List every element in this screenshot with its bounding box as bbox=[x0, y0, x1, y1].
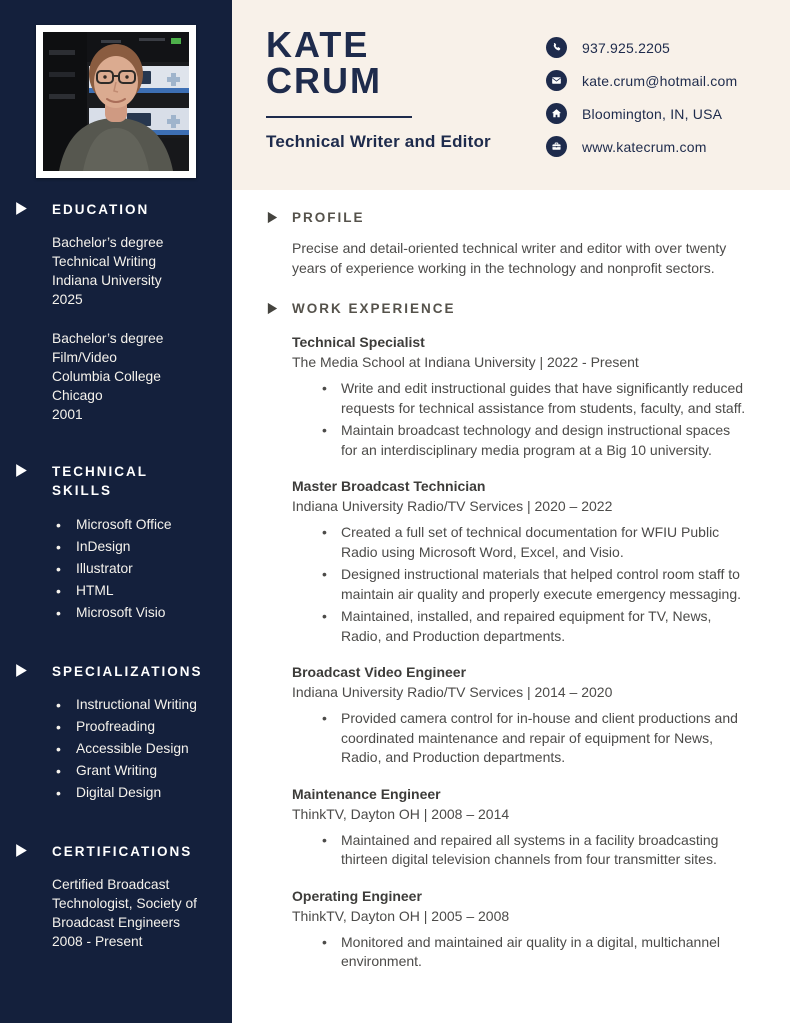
work-heading: WORK EXPERIENCE bbox=[292, 301, 456, 316]
education-year: 2001 bbox=[52, 406, 83, 422]
contact-email bbox=[546, 70, 737, 91]
profile-text: Precise and detail-oriented technical writer and editor with over twenty years of experience working in the technology and nonprofit sectors. bbox=[292, 240, 727, 276]
skill-item: • InDesign bbox=[52, 536, 224, 558]
job-title: Technical Specialist bbox=[292, 334, 425, 350]
job-bullet-list bbox=[292, 709, 750, 768]
job-bullet: • Provided camera control for in-house and client productions and coordinated maintenance and repair of equipment for News, Radio, and Production departments. bbox=[292, 709, 750, 768]
contact-location bbox=[546, 103, 737, 124]
specializations-list bbox=[52, 694, 224, 804]
person-name: KATE CRUM bbox=[266, 24, 382, 101]
specialization-item: • Grant Writing bbox=[52, 760, 224, 782]
work-experience-section bbox=[292, 301, 750, 972]
job-entry bbox=[292, 886, 750, 972]
job-bullet: • Created a full set of technical documentation for WFIU Public Radio using Microsoft Word, Excel, and Visio. bbox=[292, 523, 750, 562]
technical-skills-section bbox=[0, 462, 232, 624]
job-bullet: • Write and edit instructional guides that have significantly reduced requests for technical assistance from students, faculty, and staff. bbox=[292, 379, 750, 418]
education-item bbox=[52, 329, 224, 424]
education-item bbox=[52, 233, 224, 309]
contact-email-text: kate.crum@hotmail.com bbox=[582, 72, 738, 89]
profile-photo bbox=[36, 25, 196, 178]
job-bullet-list bbox=[292, 933, 750, 972]
job-bullet: • Designed instructional materials that helped control room staff to maintain air quality and properly execute emergency messaging. bbox=[292, 565, 750, 604]
portrait-illustration bbox=[43, 32, 189, 171]
arrow-right-icon bbox=[14, 843, 29, 858]
contact-location-text: Bloomington, IN, USA bbox=[582, 105, 723, 122]
education-field: Technical Writing bbox=[52, 253, 157, 269]
arrow-right-icon bbox=[14, 463, 29, 478]
skill-item: • HTML bbox=[52, 580, 224, 602]
skill-item: • Illustrator bbox=[52, 558, 224, 580]
arrow-right-icon bbox=[14, 663, 29, 678]
technical-skills-list bbox=[52, 514, 224, 624]
job-company-dates: The Media School at Indiana University | 2022 - Present bbox=[292, 354, 639, 370]
job-bullet-list bbox=[292, 523, 750, 646]
contact-phone-text: 937.925.2205 bbox=[582, 39, 671, 56]
certification-text: Certified Broadcast Technologist, Society of Broadcast Engineers bbox=[52, 876, 197, 930]
profile-heading: PROFILE bbox=[292, 210, 365, 225]
contact-website bbox=[546, 136, 737, 157]
job-title: Broadcast Video Engineer bbox=[292, 664, 467, 680]
header bbox=[232, 0, 790, 190]
job-title: Operating Engineer bbox=[292, 887, 422, 904]
profile-section bbox=[292, 210, 750, 278]
education-school: Indiana University bbox=[52, 272, 162, 288]
sidebar bbox=[0, 0, 232, 1023]
job-bullet: • Monitored and maintained air quality in a digital, multichannel environment. bbox=[292, 933, 750, 972]
job-entry bbox=[292, 784, 750, 870]
home-icon bbox=[546, 103, 567, 124]
contact-phone bbox=[546, 37, 737, 58]
job-bullet: • Maintained and repaired all systems in a facility broadcasting thirteen digital television channels from four transmitter sites. bbox=[292, 831, 750, 870]
contact-list bbox=[546, 37, 737, 169]
job-company-dates: Indiana University Radio/TV Services | 2020 – 2022 bbox=[292, 498, 613, 514]
job-bullet-list bbox=[292, 831, 750, 870]
contact-website-text: www.katecrum.com bbox=[582, 138, 707, 155]
job-bullet-list bbox=[292, 379, 750, 460]
education-degree: Bachelor’s degree bbox=[52, 330, 164, 346]
email-icon bbox=[546, 70, 567, 91]
education-field: Film/Video bbox=[52, 349, 117, 365]
education-heading-row bbox=[52, 200, 224, 220]
name-underline bbox=[266, 116, 412, 118]
arrow-right-icon bbox=[266, 302, 279, 315]
specializations-heading: SPECIALIZATIONS bbox=[52, 663, 203, 679]
job-entry bbox=[292, 662, 750, 768]
job-bullet: • Maintained, installed, and repaired equipment for TV, News, Radio, and Production departments. bbox=[292, 607, 750, 646]
job-company-dates: Indiana University Radio/TV Services | 2014 – 2020 bbox=[292, 684, 613, 700]
certifications-heading-row bbox=[52, 842, 224, 862]
profile-heading-row bbox=[292, 210, 750, 225]
education-section bbox=[0, 200, 232, 424]
arrow-right-icon bbox=[14, 201, 29, 216]
job-title: Maintenance Engineer bbox=[292, 785, 441, 802]
phone-icon bbox=[546, 37, 567, 58]
certification-dates: 2008 - Present bbox=[52, 933, 143, 949]
person-job-title: Technical Writer and Editor bbox=[266, 132, 491, 151]
specialization-item: • Accessible Design bbox=[52, 738, 224, 760]
job-title: Master Broadcast Technician bbox=[292, 478, 486, 494]
technical-skills-heading: TECHNICAL SKILLS bbox=[52, 463, 148, 499]
specialization-item: • Instructional Writing bbox=[52, 694, 224, 716]
skill-item: • Microsoft Visio bbox=[52, 602, 224, 624]
specialization-item: • Digital Design bbox=[52, 782, 224, 804]
education-degree: Bachelor’s degree bbox=[52, 234, 164, 250]
specialization-item: • Proofreading bbox=[52, 716, 224, 738]
specializations-section bbox=[0, 662, 232, 805]
website-icon bbox=[546, 136, 567, 157]
education-year: 2025 bbox=[52, 291, 83, 307]
job-company-dates: ThinkTV, Dayton OH | 2008 – 2014 bbox=[292, 805, 510, 822]
main-column bbox=[232, 0, 790, 1023]
job-company-dates: ThinkTV, Dayton OH | 2005 – 2008 bbox=[292, 907, 510, 924]
name-block bbox=[266, 24, 491, 152]
sidebar-sections bbox=[0, 200, 232, 989]
work-heading-row bbox=[292, 301, 750, 316]
main-content bbox=[232, 190, 790, 975]
certifications-heading: CERTIFICATIONS bbox=[52, 844, 193, 860]
certifications-section bbox=[0, 842, 232, 951]
job-bullet: • Maintain broadcast technology and design instructional spaces for an interdisciplinary media program at a Big 10 university. bbox=[292, 421, 750, 460]
skill-item: • Microsoft Office bbox=[52, 514, 224, 536]
arrow-right-icon bbox=[266, 211, 279, 224]
education-heading: EDUCATION bbox=[52, 202, 150, 217]
education-school: Columbia College Chicago bbox=[52, 368, 161, 403]
technical-skills-heading-row bbox=[52, 462, 224, 501]
job-entry bbox=[292, 332, 750, 460]
job-entry bbox=[292, 476, 750, 646]
specializations-heading-row bbox=[52, 662, 224, 682]
